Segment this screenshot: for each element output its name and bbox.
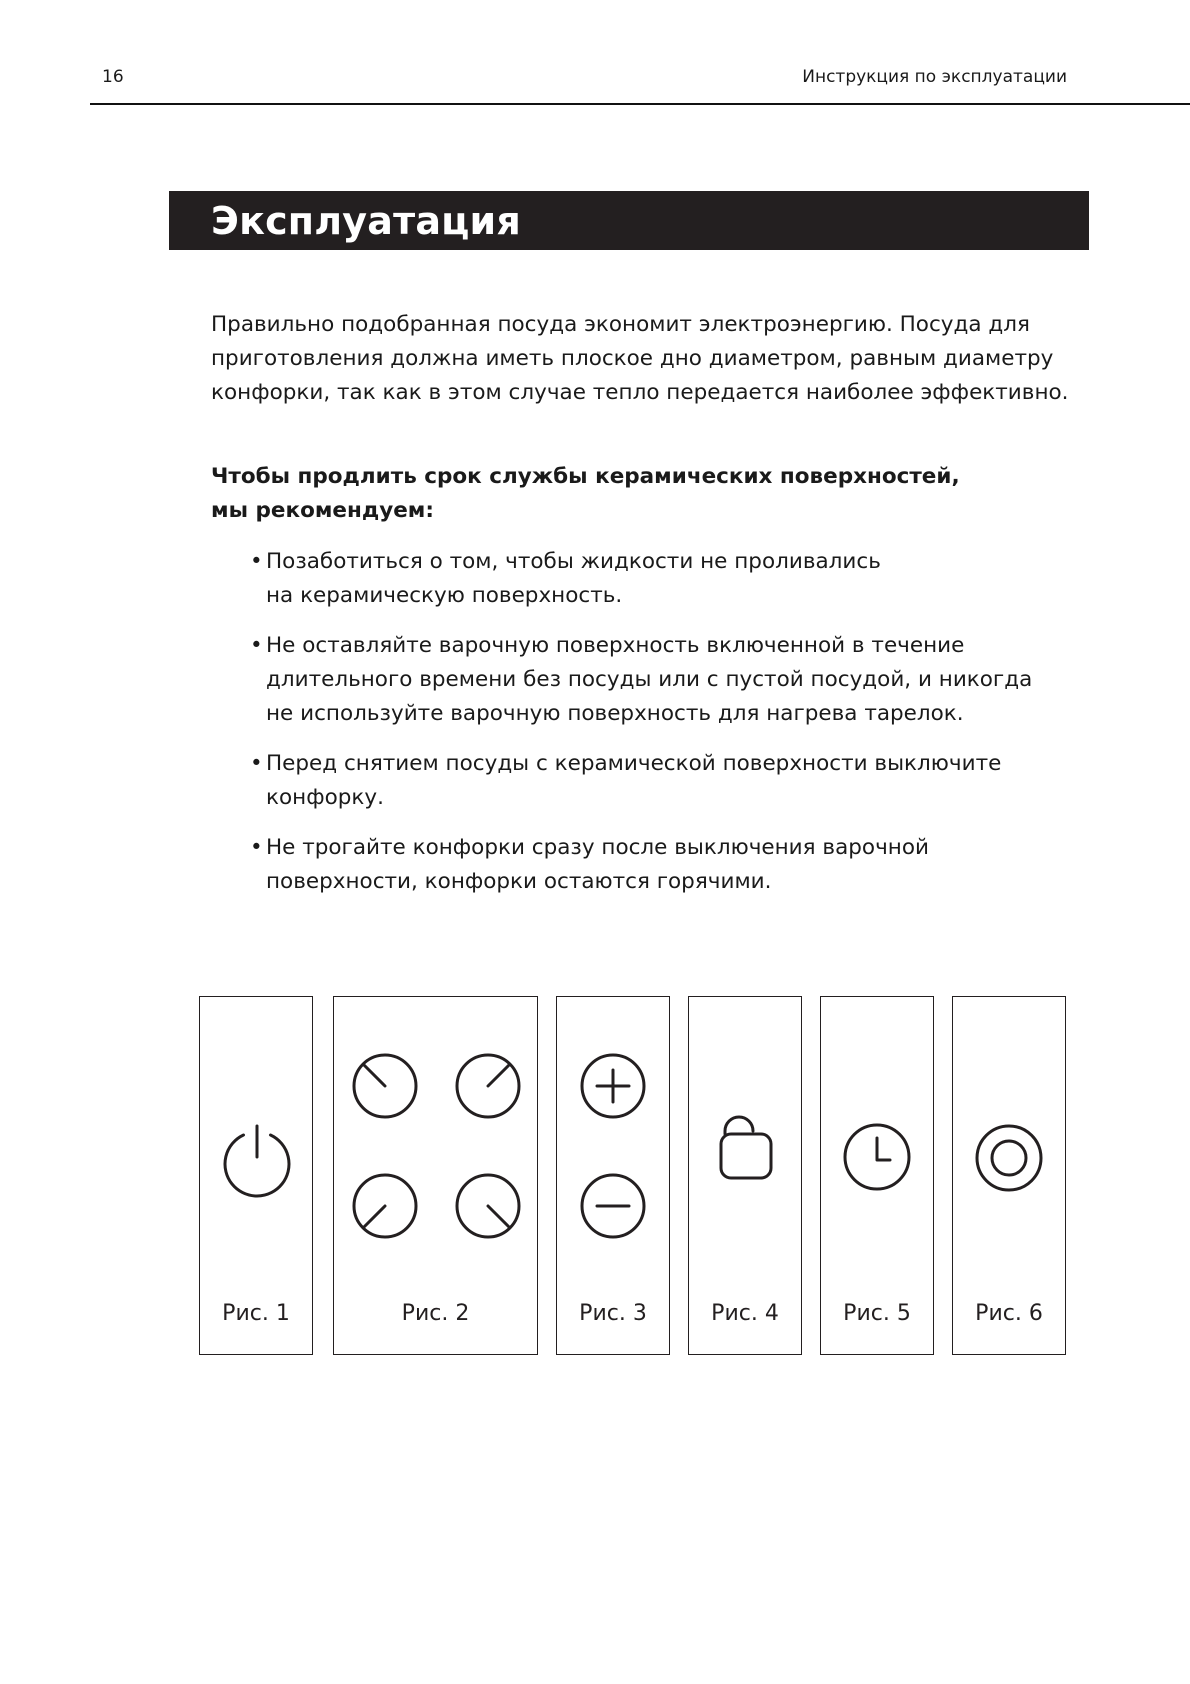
intro-line: приготовления должна иметь плоское дно диаметром, равным диаметру (211, 346, 1054, 371)
section-title-band (169, 191, 1089, 250)
list-item (250, 831, 1032, 899)
list-item-line: Не оставляйте варочную поверхность включенной в течение (266, 633, 965, 658)
figure-panel-5 (820, 996, 934, 1355)
burner-bottom-right-icon (457, 1175, 519, 1237)
boost-ring-icon (977, 1126, 1041, 1190)
recommendations-heading (211, 460, 960, 528)
burner-top-right-icon (457, 1055, 519, 1117)
list-item (250, 545, 1032, 613)
figure-panel-1 (199, 996, 313, 1355)
list-item (250, 629, 1032, 731)
figure-label: Рис. 1 (222, 1301, 290, 1326)
list-item-line: на керамическую поверхность. (266, 583, 623, 608)
bullet-glyph: • (250, 835, 263, 860)
running-title: Инструкция по эксплуатации (802, 67, 1067, 87)
recommendations-list (250, 545, 1032, 915)
figure-label: Рис. 3 (579, 1301, 647, 1326)
list-item-line: длительного времени без посуды или с пустой посудой, и никогда (266, 667, 1033, 692)
figure-label: Рис. 6 (975, 1301, 1043, 1326)
bullet-glyph: • (250, 633, 263, 658)
figure-panel-2 (333, 996, 538, 1355)
list-item-line: конфорку. (266, 785, 384, 810)
timer-clock-icon (845, 1125, 909, 1189)
heading-line: Чтобы продлить срок службы керамических поверхностей, (211, 464, 960, 489)
figure-label: Рис. 4 (711, 1301, 779, 1326)
burner-bottom-left-icon (354, 1175, 416, 1237)
list-item-line: Не трогайте конфорки сразу после выключения варочной (266, 835, 929, 860)
header-rule (90, 103, 1190, 105)
list-item-line: не используйте варочную поверхность для нагрева тарелок. (266, 701, 964, 726)
figure-panel-4 (688, 996, 802, 1355)
list-item-line: Перед снятием посуды с керамической поверхности выключите (266, 751, 1002, 776)
intro-paragraph (211, 308, 1111, 410)
figure-label: Рис. 2 (401, 1301, 470, 1326)
heading-line: мы рекомендуем: (211, 498, 434, 523)
list-item-line: поверхности, конфорки остаются горячими. (266, 869, 772, 894)
plus-icon (582, 1055, 644, 1117)
bullet-glyph: • (250, 549, 263, 574)
figure-label: Рис. 5 (843, 1301, 911, 1326)
intro-line: конфорки, так как в этом случае тепло передается наиболее эффективно. (211, 380, 1069, 405)
intro-line: Правильно подобранная посуда экономит электроэнергию. Посуда для (211, 312, 1030, 337)
minus-icon (582, 1175, 644, 1237)
lock-icon (721, 1117, 771, 1178)
bullet-glyph: • (250, 751, 263, 776)
list-item-line: Позаботиться о том, чтобы жидкости не проливались (266, 549, 881, 574)
power-icon (225, 1126, 289, 1196)
figure-panel-3 (556, 996, 670, 1355)
list-item (250, 747, 1032, 815)
page-number: 16 (102, 67, 124, 87)
figure-panel-6 (952, 996, 1066, 1355)
section-title: Эксплуатация (211, 198, 521, 243)
burner-top-left-icon (354, 1055, 416, 1117)
